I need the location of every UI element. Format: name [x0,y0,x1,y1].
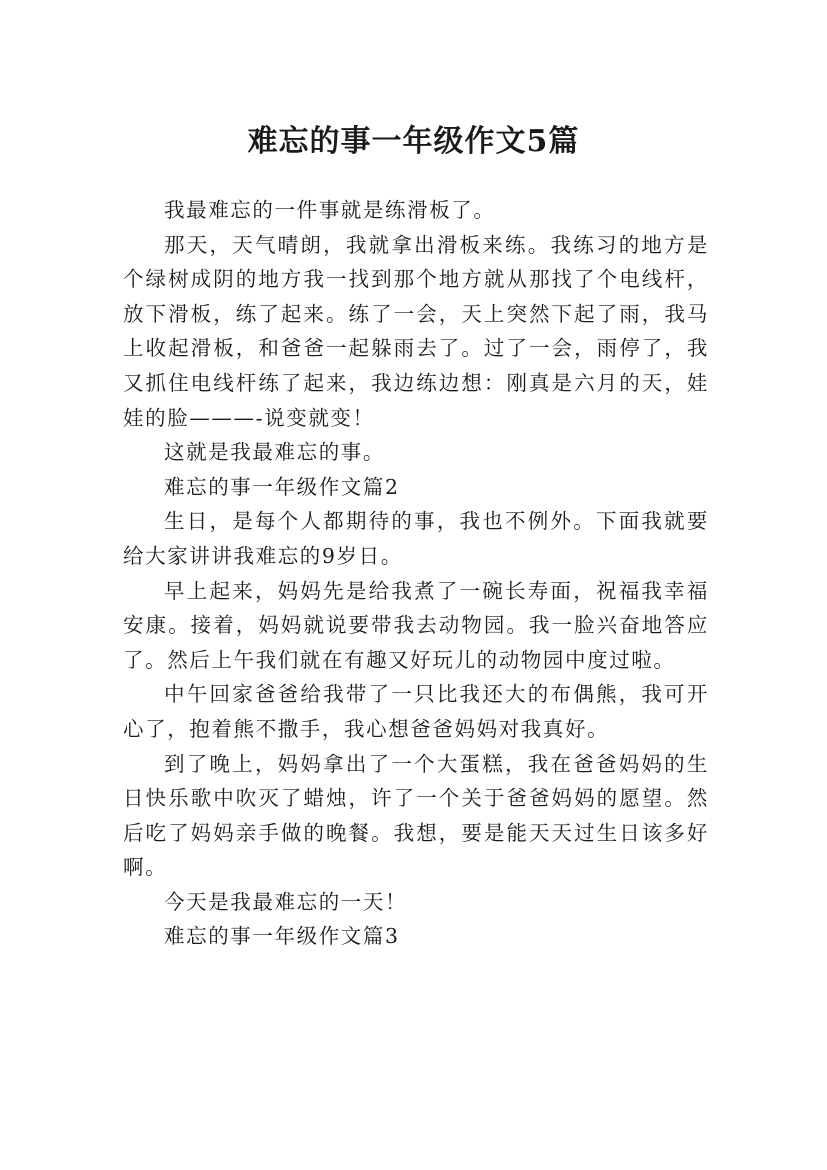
paragraph: 到了晚上，妈妈拿出了一个大蛋糕，我在爸爸妈妈的生日快乐歌中吹灭了蜡烛，许了一个关于爸爸妈妈的愿望。然后吃了妈妈亲手做的晚餐。我想，要是能天天过生日该多好啊。 [123,751,709,880]
section-heading: 难忘的事一年级作文篇2 [164,474,400,499]
paragraph: 这就是我最难忘的事。 [164,440,385,465]
document-title: 难忘的事一年级作文5篇 [247,124,580,160]
paragraph: 我最难忘的一件事就是练滑板了。 [164,198,496,222]
paragraph: 那天，天气晴朗，我就拿出滑板来练。我练习的地方是个绿树成阴的地方我一找到那个地方就从那找了个电线杆，放下滑板，练了起来。练了一会，天上突然下起了雨，我马上收起滑板，和爸爸一起躲雨去了。过了一会，雨停了，我又抓住电线杆练了起来，我边练边想：刚真是六月的天，娃娃的脸———-说变就变！ [123,232,709,430]
paragraph: 生日，是每个人都期待的事，我也不例外。下面我就要给大家讲讲我难忘的9岁日。 [123,509,709,568]
section-heading: 难忘的事一年级作文篇3 [164,924,400,949]
document-body [123,193,709,954]
paragraph: 今天是我最难忘的一天！ [164,889,408,914]
paragraph: 早上起来，妈妈先是给我煮了一碗长寿面，祝福我幸福安康。接着，妈妈就说要带我去动物园。我一脸兴奋地答应了。然后上午我们就在有趣又好玩儿的动物园中度过啦。 [123,578,709,672]
paragraph: 中午回家爸爸给我带了一只比我还大的布偶熊，我可开心了，抱着熊不撒手，我心想爸爸妈妈对我真好。 [123,682,709,741]
